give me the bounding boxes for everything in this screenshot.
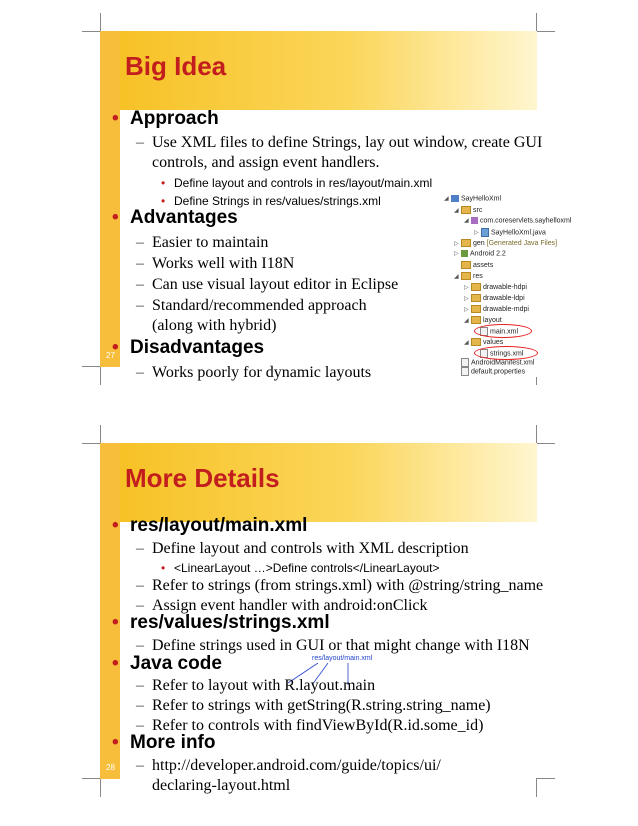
link-continuation[interactable]: declaring-layout.html [152,777,291,794]
tree-label: res [473,272,483,280]
bullet-layout-1a: • <LinearLayout …>Define controls</LinearLayout> [174,561,440,575]
bullet-approach: • Approach [130,108,219,130]
bullet-adv-1: – Easier to maintain [152,233,268,253]
bullet-java-3: – Refer to controls with findViewById(R.id.some_id) [152,716,483,736]
bullet-layout-3: – Assign event handler with android:onClick [152,596,428,616]
accent-sidebar [100,31,120,367]
tree-label: Android 2.2 [470,250,506,258]
tree-item-res[interactable]: ◢ res [454,272,483,280]
tree-label-note: [Generated Java Files] [486,239,558,247]
tree-item-layout[interactable]: ◢ layout [464,316,502,324]
library-icon [461,250,468,257]
tree-item-gen[interactable]: ▷ gen [Generated Java Files] [454,239,558,247]
tree-label: layout [483,316,502,324]
bullet-layout-2: – Refer to strings (from strings.xml) with @string/string_name [152,576,543,596]
bullet-adv-4: – Standard/recommended approach [152,296,367,316]
folder-icon [471,305,481,313]
file-icon [461,367,469,376]
tree-item-android[interactable]: ▷ Android 2.2 [454,250,506,258]
bullet-more-info: • More info [130,732,216,754]
tree-label: drawable-mdpi [483,305,529,313]
annotation-label: res/layout/main.xml [312,655,373,662]
crop-mark [536,13,555,32]
bullet-dis-1: – Works poorly for dynamic layouts [152,363,371,383]
bullet-adv-4-cont [152,316,276,336]
tree-label: drawable-ldpi [483,294,525,302]
bullet-adv-3: – Can use visual layout editor in Eclipse [152,275,398,295]
bullet-disadvantages: • Disadvantages [130,337,264,359]
package-icon [471,217,478,224]
tree-item-hdpi[interactable]: ▷ drawable-hdpi [464,283,527,291]
tree-label: default.properties [471,368,526,376]
tree-item-assets[interactable] [454,261,493,269]
java-file-icon [481,228,489,237]
folder-icon [461,206,471,214]
folder-icon [461,261,471,269]
slide-title: Big Idea [125,51,227,81]
highlight-circle [474,324,532,338]
tree-item-java[interactable]: ▷ SayHelloXml.java [474,229,546,237]
bullet-more-1-cont[interactable] [152,776,290,796]
tree-label: com.coreservlets.sayhelloxml [480,217,572,225]
folder-icon [461,272,471,280]
bullet-approach-detail-1: • Define layout and controls in res/layout/main.xml [174,176,432,190]
tree-label: AndroidManifest.xml [471,359,535,367]
bullet-java-1: – Refer to layout with R.layout.main [152,676,375,696]
bullet-layout-1: – Define layout and controls with XML description [152,539,469,559]
bullet-approach-sub-cont: controls, and assign event handlers. [152,154,380,171]
bullet-values-1: – Define strings used in GUI or that might change with I18N [152,636,530,656]
bullet-layout: • res/layout/main.xml [130,515,307,537]
tree-label: drawable-hdpi [483,283,527,291]
accent-sidebar [100,443,120,779]
tree-label: SayHelloXml.java [491,229,546,237]
slide-more-details [82,425,555,797]
tree-item-values[interactable]: ◢ values [464,338,504,346]
slide-big-idea [82,13,572,385]
bullet-approach-detail-2: • Define Strings in res/values/strings.xml [174,194,381,208]
eclipse-project-tree [442,193,594,377]
tree-label: main.xml [490,328,519,336]
tree-label: SayHelloXml [461,195,502,203]
bullet-java-2: – Refer to strings with getString(R.string.string_name) [152,696,491,716]
tree-item-package[interactable]: ◢ com.coreservlets.sayhelloxml [464,217,572,225]
page-number: 28 [106,763,115,772]
crop-mark [82,13,101,32]
crop-mark [82,778,101,797]
crop-mark [82,366,101,385]
tree-item-project[interactable]: ◢ SayHelloXml [444,195,502,203]
bullet-adv-2: – Works well with I18N [152,254,294,274]
tree-item-mdpi[interactable]: ▷ drawable-mdpi [464,305,529,313]
bullet-more-1[interactable]: – http://developer.android.com/guide/topics/ui/ [152,756,441,776]
xml-file-icon [461,358,469,367]
slide-title: More Details [125,463,280,493]
crop-mark [82,425,101,444]
tree-item-src[interactable]: ◢ src [454,206,483,214]
tree-label: src [473,206,483,214]
tree-label: strings.xml [490,350,524,358]
page-number: 27 [106,351,115,360]
folder-icon [471,316,481,324]
folder-icon [471,294,481,302]
folder-icon [471,283,481,291]
bullet-values: • res/values/strings.xml [130,612,330,634]
bullet-java: • Java code [130,653,222,675]
folder-icon [471,338,481,346]
project-icon [451,195,459,202]
bullet-adv-4-cont-text: (along with hybrid) [152,317,277,334]
crop-mark [536,778,555,797]
tree-label: assets [473,261,494,269]
bullet-approach-sub: – Use XML files to define Strings, lay out window, create GUI [152,133,542,153]
crop-mark [536,425,555,444]
tree-item-default-properties[interactable] [454,367,525,376]
tree-item-ldpi[interactable]: ▷ drawable-ldpi [464,294,525,302]
tree-label: values [483,338,504,346]
highlight-circle [474,346,538,360]
bullet-advantages: • Advantages [130,207,238,229]
folder-icon [461,239,471,247]
tree-label: gen [473,239,485,247]
